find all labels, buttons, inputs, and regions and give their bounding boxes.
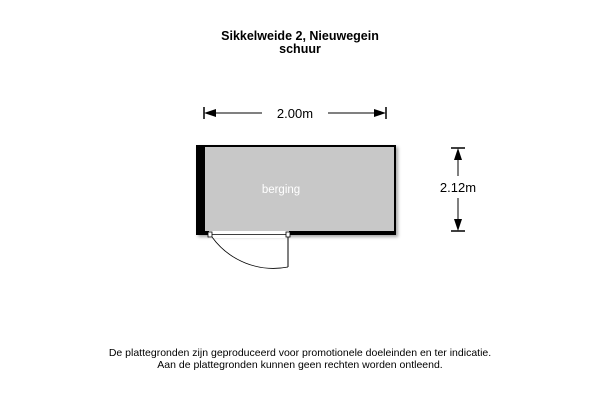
disclaimer-line-2: Aan de plattegronden kunnen geen rechten worden ontleend. bbox=[157, 359, 443, 371]
door-swing-arc bbox=[212, 237, 288, 268]
width-arrow-right bbox=[374, 109, 386, 117]
room-label: berging bbox=[261, 184, 301, 196]
depth-arrow-top bbox=[454, 148, 462, 160]
door-frame-right bbox=[286, 232, 290, 237]
door-frame-left bbox=[208, 232, 212, 237]
depth-arrow-bottom bbox=[454, 219, 462, 231]
room-berging bbox=[196, 145, 396, 235]
depth-dimension bbox=[440, 148, 476, 231]
plan-title-address: Sikkelweide 2, Nieuwegein bbox=[221, 29, 379, 43]
depth-dimension-label: 2.12m bbox=[439, 180, 477, 195]
disclaimer-line-1: De plattegronden zijn geproduceerd voor promotionele doeleinden en ter indicatie. bbox=[108, 347, 492, 359]
door bbox=[208, 231, 290, 268]
width-dimension-label: 2.00m bbox=[276, 106, 314, 121]
plan-title-floor: schuur bbox=[279, 42, 321, 56]
width-arrow-left bbox=[204, 109, 216, 117]
width-dimension bbox=[204, 106, 386, 121]
